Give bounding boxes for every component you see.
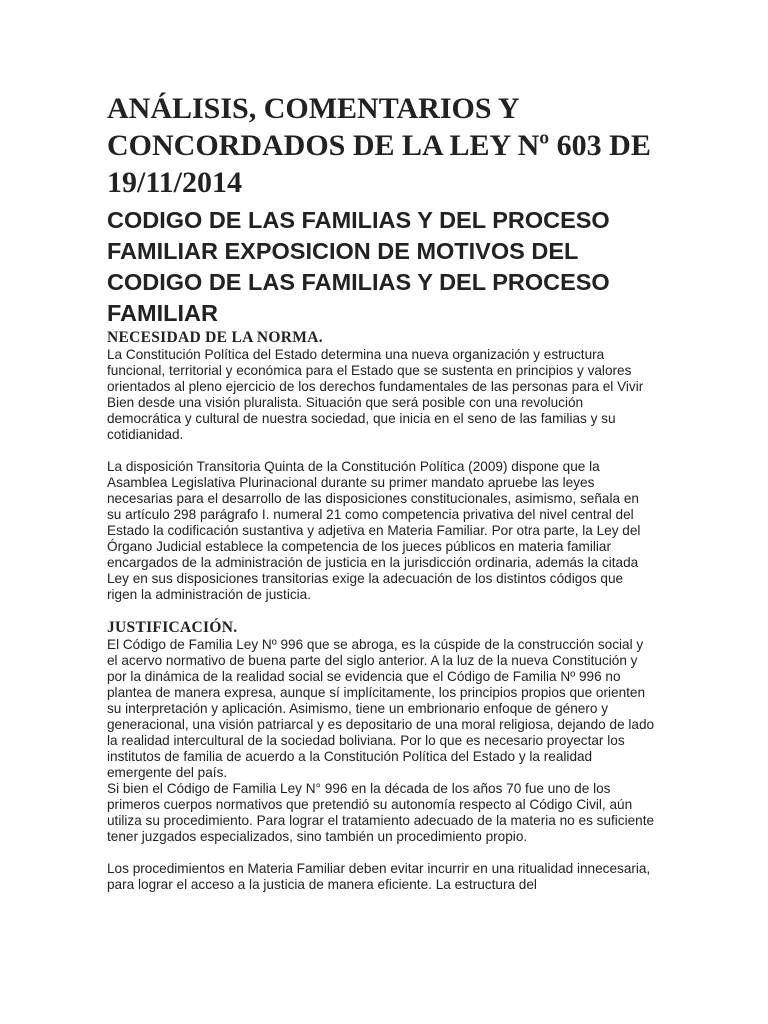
paragraph: La Constitución Política del Estado determina una nueva organización y estructura funcional, territorial y económica para el Estado que se sustenta en principios y valores orientados al pleno ejercicio de los derechos fundamentales de las personas para el Vivir Bien desde una visión pluralista. Situación que será posible con una revolución democrática y cultural de nuestra sociedad, que inicia en el seno de las familias y su cotidianidad.	[107, 347, 644, 442]
section-heading-necesidad: NECESIDAD DE LA NORMA.	[107, 329, 323, 346]
paragraph: Los procedimientos en Materia Familiar deben evitar incurrir en una ritualidad innecesaria, para lograr el acceso a la justicia de manera eficiente. La estructura del	[107, 861, 651, 892]
section-justificacion	[107, 619, 657, 893]
section-heading-justificacion: JUSTIFICACIÓN.	[107, 619, 238, 636]
paragraph: La disposición Transitoria Quinta de la Constitución Política (2009) dispone que la Asamblea Legislativa Plurinacional durante su primer mandato apruebe las leyes necesarias para el desarrollo de las disposiciones constitucionales, asimismo, señala en su artículo 298 parágrafo I. numeral 21 como competencia privativa del nivel central del Estado la codificación sustantiva y adjetiva en Materia Familiar. Por otra parte, la Ley del Órgano Judicial establece la competencia de los jueces públicos en materia familiar encargados de la administración de justicia en la jurisdicción ordinaria, además la citada Ley en sus disposiciones transitorias exige la adecuación de los distintos códigos que rigen la administración de justicia.	[107, 459, 641, 602]
paragraph: El Código de Familia Ley Nº 996 que se abroga, es la cúspide de la construcción social y el acervo normativo de buena parte del siglo anterior. A la luz de la nueva Constitución y por la dinámica de la realidad social se evidencia que el Código de Familia Nº 996 no plantea de manera expresa, aunque sí implícitamente, los principios propios que orienten su interpretación y aplicación. Asimismo, tiene un embrionario enfoque de género y generacional, una visión patriarcal y es depositario de una moral religiosa, dejando de lado la realidad intercultural de la sociedad boliviana. Por lo que es necesario proyectar los institutos de familia de acuerdo a la Constitución Política del Estado y la realidad emergente del país.	[107, 637, 655, 780]
document-page	[107, 90, 657, 893]
paragraph: Si bien el Código de Familia Ley N° 996 en la década de los años 70 fue uno de los primeros cuerpos normativos que pretendió su autonomía respecto al Código Civil, aún utiliza su procedimiento. Para lograr el tratamiento adecuado de la materia no es suficiente tener juzgados especializados, sino también un procedimiento propio.	[107, 781, 655, 844]
section-necesidad	[107, 329, 657, 603]
document-title: ANÁLISIS, COMENTARIOS Y CONCORDADOS DE LA LEY Nº 603 DE 19/11/2014	[107, 92, 651, 199]
document-subtitle: CODIGO DE LAS FAMILIAS Y DEL PROCESO FAMILIAR EXPOSICION DE MOTIVOS DEL CODIGO DE LAS FAMILIAS Y DEL PROCESO FAMILIAR	[107, 207, 610, 326]
